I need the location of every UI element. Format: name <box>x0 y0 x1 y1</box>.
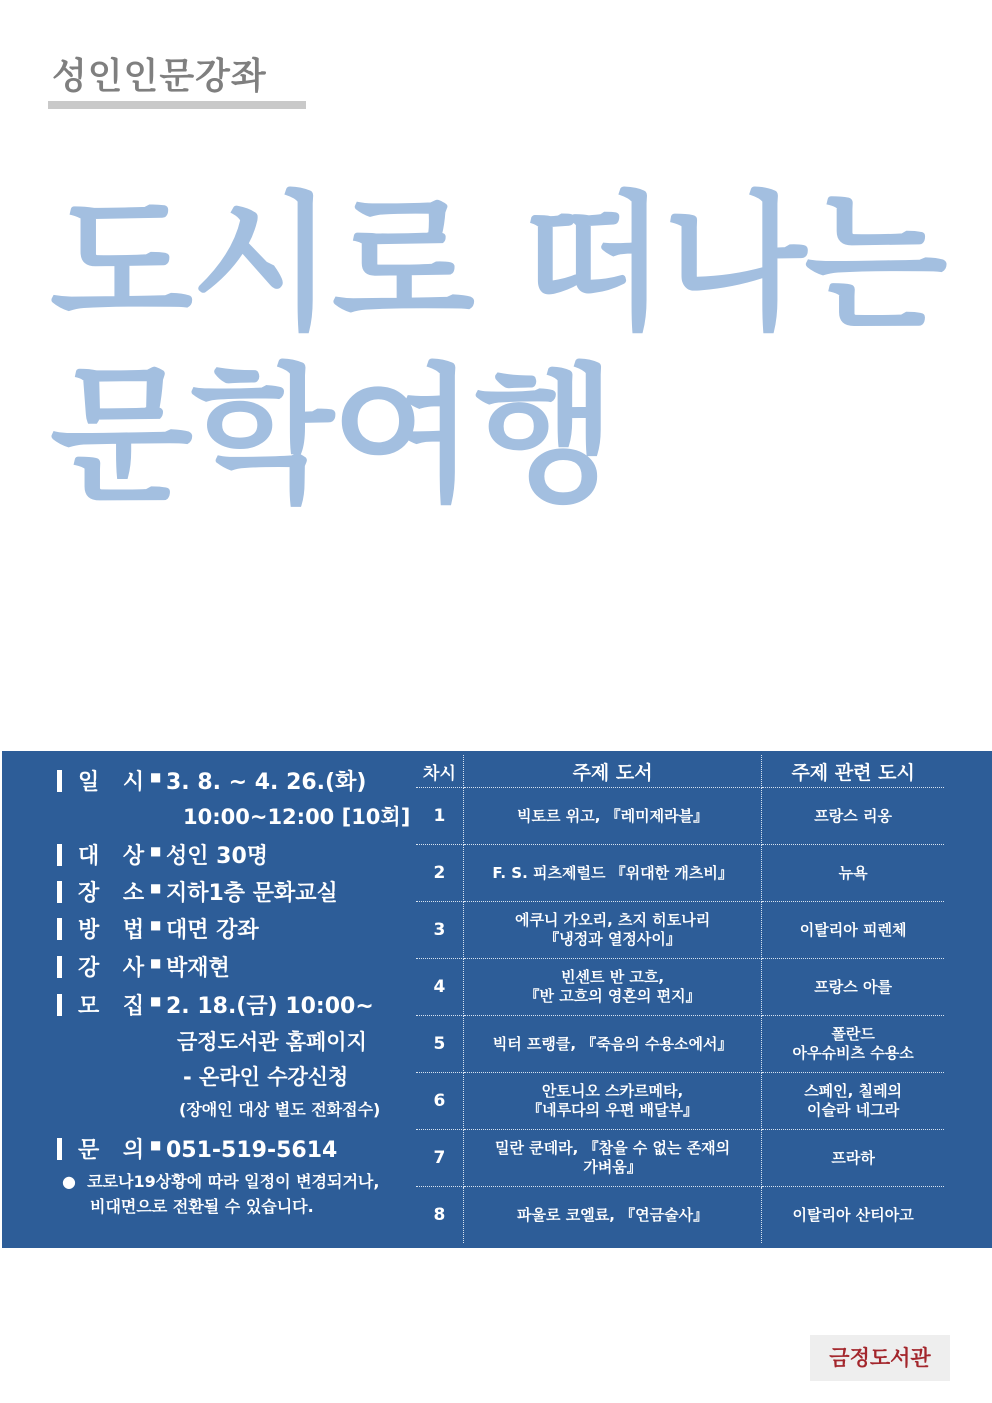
date-value: 3. 8. ~ 4. 26.(화) <box>166 770 367 795</box>
bullet-bar <box>57 918 62 940</box>
info-date: 일 시■ 3. 8. ~ 4. 26.(화) <box>57 765 366 796</box>
bullet-bar <box>57 956 62 978</box>
bullet-bar <box>57 881 62 903</box>
bullet-bar <box>57 844 62 866</box>
time-value: 10:00~12:00 [10회] <box>183 805 411 829</box>
header-city: 주제 관련 도시 <box>762 755 944 788</box>
title-line-1: 도시로 떠나는 <box>50 178 946 350</box>
info-panel <box>2 751 992 1248</box>
info-lecturer: 강 사■ 박재현 <box>57 951 230 982</box>
schedule-table <box>416 755 944 1243</box>
info-target: 대 상■ 성인 30명 <box>57 839 268 870</box>
table-row: 2 F. S. 피츠제럴드 『위대한 개츠비』 뉴욕 <box>416 845 944 902</box>
notice-line-1: ● 코로나19상황에 따라 일정이 변경되거나, <box>62 1172 380 1191</box>
recruit-line-4: (장애인 대상 별도 전화접수) <box>179 1100 381 1119</box>
table-row: 8 파울로 코엘료, 『연금술사』 이탈리아 산티아고 <box>416 1187 944 1244</box>
table-row: 4 빈센트 반 고흐, 『반 고흐의 영혼의 편지』 프랑스 아를 <box>416 959 944 1016</box>
recruit-line-2: 금정도서관 홈페이지 <box>177 1030 367 1054</box>
bullet-dot-icon: ● <box>62 1172 88 1191</box>
subtitle: 성인인문강좌 <box>52 56 267 97</box>
header-session: 차시 <box>416 755 463 788</box>
info-place: 장 소■ 지하1층 문화교실 <box>57 876 338 907</box>
info-contact: 문 의■ 051-519-5614 <box>57 1133 337 1164</box>
table-row: 3 에쿠니 가오리, 츠지 히토나리 『냉정과 열정사이』 이탈리아 피렌체 <box>416 902 944 959</box>
notice-line-2: 비대면으로 전환될 수 있습니다. <box>90 1197 314 1216</box>
table-row: 1 빅토르 위고, 『레미제라블』 프랑스 리옹 <box>416 788 944 845</box>
table-row: 5 빅터 프랭클, 『죽음의 수용소에서』 폴란드 아우슈비츠 수용소 <box>416 1016 944 1073</box>
recruit-line-3: - 온라인 수강신청 <box>183 1065 349 1089</box>
bullet-bar <box>57 1138 62 1160</box>
library-name: 금정도서관 <box>810 1335 950 1381</box>
table-row: 7 밀란 쿤데라, 『참을 수 없는 존재의 가벼움』 프라하 <box>416 1130 944 1187</box>
table-row: 6 안토니오 스카르메타, 『네루다의 우편 배달부』 스페인, 칠레의 이슬라 네그라 <box>416 1073 944 1130</box>
info-recruit: 모 집■ 2. 18.(금) 10:00~ <box>57 989 374 1020</box>
title-line-2: 문학여행 <box>50 350 614 522</box>
bullet-bar <box>57 770 62 792</box>
subtitle-underline <box>48 101 306 109</box>
header-book: 주제 도서 <box>463 755 761 788</box>
info-method: 방 법■ 대면 강좌 <box>57 913 259 944</box>
bullet-bar <box>57 994 62 1016</box>
table-header-row <box>416 755 944 788</box>
